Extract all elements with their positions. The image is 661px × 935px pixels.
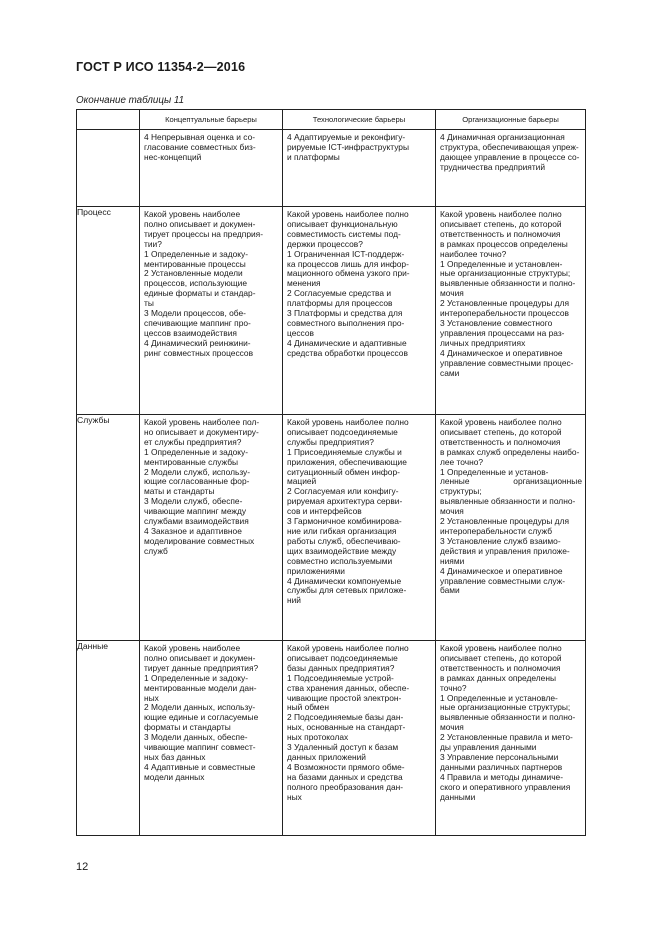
cell-text-line: интероперабельности служб [440, 525, 553, 536]
cell-text-line: на базами данных и средства [287, 771, 403, 782]
table-cell-technological [283, 130, 436, 207]
table-row [77, 415, 586, 641]
table-cell-conceptual [140, 641, 283, 836]
cell-text-line: в рамках данных определены [440, 672, 556, 683]
row-label: Процесс [77, 207, 111, 217]
cell-text-line: ющие согласованные фор- [144, 476, 250, 487]
cell-text-line: ет службы предприятия? [144, 436, 242, 447]
cell-text-line: 3 Платформы и средства для [287, 308, 403, 319]
cell-text-line: приложения, обеспечивающие [287, 456, 407, 467]
cell-text-line: Какой уровень наиболее [144, 209, 241, 219]
cell-text-line: служб [144, 545, 168, 556]
cell-text-line: полного преобразования дан- [287, 781, 404, 792]
cell-text-line: 2 Модели данных, использу- [144, 702, 256, 713]
cell-text-line: личных предприятиях [440, 337, 526, 348]
cell-text-line: 2 Установленные правила и мето- [440, 732, 573, 743]
cell-text-line: приложениями [287, 565, 345, 576]
cell-text-line: 2 Подсоединяемые базы дан- [287, 712, 404, 723]
cell-text-line: Какой уровень наиболее полно [440, 417, 562, 427]
cell-text-line: Какой уровень наиболее полно [440, 643, 562, 653]
cell-text-line: 3 Модели данных, обеспе- [144, 732, 248, 743]
cell-text-line: 4 Адаптируемые и реконфигу- [287, 132, 406, 142]
cell-text-line: данных приложений [287, 751, 366, 762]
cell-text-line: ментированные процессы [144, 258, 246, 269]
cell-text-line: 2 Установленные процедуры для [440, 516, 569, 527]
cell-text-line: полно описывает и докумен- [144, 218, 256, 229]
cell-text-line: в рамках служб определены наибо- [440, 446, 580, 457]
cell-text-line: 4 Непрерывная оценка и со- [144, 132, 256, 142]
cell-text-line: ющие единые и согласуемые [144, 712, 259, 723]
table-row [77, 641, 586, 836]
cell-text-line: платформы для процессов [287, 298, 393, 309]
cell-text-line: 4 Динамическое и оперативное [440, 347, 563, 358]
cell-text-line: сов и интерфейсов [287, 506, 362, 517]
cell-text-line: службы для сетевых приложе- [287, 585, 407, 596]
cell-text-line: 2 Согласуемые средства и [287, 288, 392, 299]
table-cell-organizational [436, 641, 586, 836]
row-label-cell [77, 207, 140, 415]
table-cell-organizational [436, 130, 586, 207]
cell-text-line: 1 Присоединяемые службы и [287, 446, 402, 457]
table-cell-organizational [436, 415, 586, 641]
row-label-cell [77, 641, 140, 836]
cell-text-line: мочия [440, 288, 464, 299]
cell-text-line: интероперабельности процессов [440, 308, 569, 319]
cell-text-line: ответственность и полномочия [440, 228, 561, 239]
cell-text-line: чивающие маппинг между [144, 506, 247, 517]
cell-text-line: ринг совместных процессов [144, 347, 254, 358]
table-cell-conceptual [140, 130, 283, 207]
cell-text-line: ского и оперативного управления [440, 781, 571, 792]
table-cell-organizational [436, 207, 586, 415]
cell-text-line: ний [287, 595, 301, 606]
cell-text-line: службы предприятия? [287, 436, 374, 447]
cell-text-line: ные организационные структуры; [440, 268, 571, 279]
cell-text-line: описывает степень, до которой [440, 218, 562, 229]
cell-text-line: 3 Удаленный доступ к базам [287, 742, 399, 753]
cell-text-line: структура, обеспечивающая упреж- [440, 141, 579, 152]
cell-text-line: 4 Динамичная организационная [440, 132, 565, 142]
cell-text-line: нес-концепций [144, 151, 202, 162]
cell-text-line: ных, основанные на стандарт- [287, 722, 406, 733]
cell-text-line: ответственность и полномочия [440, 436, 561, 447]
cell-text-line: щих взаимодействие между [287, 545, 397, 556]
cell-text-line: менения [287, 278, 321, 289]
cell-text-line: 4 Возможности прямого обме- [287, 761, 405, 772]
cell-text-line: 1 Определенные и установлен- [440, 258, 563, 269]
header-cell-organizational: Организационные барьеры [436, 110, 586, 130]
cell-text-line: 4 Адаптивные и совместные [144, 761, 256, 772]
cell-text-line: спечивающие маппинг про- [144, 317, 251, 328]
cell-text-line: рируемые ICT-инфраструктуры [287, 141, 409, 152]
cell-text-line: описывает подсоединяемые [287, 652, 398, 663]
cell-text-line: Какой уровень наиболее полно [287, 417, 409, 427]
document-header: ГОСТ Р ИСО 11354-2—2016 [76, 60, 246, 74]
cell-text-line: но описывает и документиру- [144, 426, 259, 437]
cell-text-line: службами взаимодействия [144, 516, 249, 527]
cell-text-line: лее точно? [440, 456, 484, 467]
cell-text-line: сами [440, 367, 460, 378]
table-cell-conceptual [140, 415, 283, 641]
row-label-cell [77, 130, 140, 207]
cell-text-line: Какой уровень наиболее пол- [144, 417, 260, 427]
header-cell-technological: Технологические барьеры [283, 110, 436, 130]
cell-text-line: ных [287, 791, 302, 802]
cell-text-line: цессов [287, 327, 314, 338]
cell-text-line: 1 Определенные и задоку- [144, 248, 249, 259]
cell-text-line: рируемая архитектура серви- [287, 496, 403, 507]
cell-text-line: точно? [440, 682, 467, 693]
cell-text-line: 1 Определенные и установле- [440, 692, 558, 703]
cell-text-line: ниями [440, 555, 465, 566]
page-number: 12 [76, 861, 89, 873]
cell-text-line: трудничества предприятий [440, 161, 546, 172]
table-cell-technological [283, 415, 436, 641]
cell-text-line: 3 Модели служб, обеспе- [144, 496, 243, 507]
table-row [77, 207, 586, 415]
cell-text-line: бами [440, 585, 460, 596]
cell-text-line: мочия [440, 722, 464, 733]
cell-text-line: тирует данные предприятия? [144, 662, 259, 673]
cell-text-line: совместно используемыми [287, 555, 393, 566]
cell-text-line: 2 Модели служб, использу- [144, 466, 251, 477]
cell-text-line: наиболее точно? [440, 248, 507, 259]
cell-text-line: 3 Гармоничное комбинирова- [287, 516, 402, 527]
table-cell-technological [283, 207, 436, 415]
cell-text-line: модели данных [144, 771, 205, 782]
cell-text-line: ментированные службы [144, 456, 239, 467]
table-cell-technological [283, 641, 436, 836]
cell-text-line: совместного выполнения про- [287, 317, 405, 328]
cell-text-line: чивающие простой электрон- [287, 692, 402, 703]
cell-text-line: данными различных партнеров [440, 761, 563, 772]
cell-text-line: мочия [440, 506, 464, 517]
cell-text-line: 4 Правила и методы динамиче- [440, 771, 564, 782]
cell-text-line: маты и стандарты [144, 486, 215, 497]
cell-text-line: 4 Заказное и адаптивное [144, 525, 242, 536]
cell-text-line: ные организационные структуры; [440, 702, 571, 713]
cell-text-line: ты [144, 298, 154, 309]
cell-text-line: ситуационный обмен инфор- [287, 466, 400, 477]
cell-text-line: 1 Подсоединяемые устрой- [287, 672, 394, 683]
row-label: Службы [77, 415, 110, 425]
cell-text-line: описывает степень, до которой [440, 652, 562, 663]
cell-text-line: 2 Установленные модели [144, 268, 243, 279]
cell-text-line: Какой уровень наиболее полно [287, 209, 409, 219]
cell-text-line: ответственность и полномочия [440, 662, 561, 673]
cell-text-line: ных протоколах [287, 732, 349, 743]
cell-text-line: 2 Согласуемая или конфигу- [287, 486, 399, 497]
cell-text-line: 4 Динамические и адаптивные [287, 337, 407, 348]
cell-text-line: 4 Динамический реинжини- [144, 337, 251, 348]
cell-text-line: 3 Модели процессов, обе- [144, 308, 246, 319]
cell-text-line: действия и управления приложе- [440, 545, 570, 556]
cell-text-line: ды управления данными [440, 742, 537, 753]
cell-text-line: ный обмен [287, 702, 329, 713]
cell-text-line: полно описывает и докумен- [144, 652, 256, 663]
cell-text-line: цессов взаимодействия [144, 327, 237, 338]
cell-text-line: чивающие маппинг совмест- [144, 742, 256, 753]
cell-text-line: тирует процессы на предприя- [144, 228, 264, 239]
cell-text-line: моделирование совместных [144, 535, 255, 546]
cell-text-line: мацией [287, 476, 317, 487]
cell-text-line: 1 Определенные и задоку- [144, 446, 249, 457]
cell-text-line: 1 Ограниченная ICT-поддерж- [287, 248, 405, 259]
cell-text-line: описывает подсоединяемые [287, 426, 398, 437]
table-cell-conceptual [140, 207, 283, 415]
cell-text-line: описывает функциональную [287, 218, 398, 229]
table-caption: Окончание таблицы 11 [76, 95, 185, 106]
cell-text-line: выявленные обязанности и полно- [440, 712, 576, 723]
cell-text-line: управление совместными служ- [440, 575, 566, 586]
cell-text-line: Какой уровень наиболее полно [440, 209, 562, 219]
cell-text-line: Какой уровень наиболее [144, 643, 241, 653]
barriers-table [76, 109, 586, 836]
cell-text-line: ных [144, 692, 159, 703]
cell-text-line: 4 Динамическое и оперативное [440, 565, 563, 576]
cell-text-line: ка процессов лишь для инфор- [287, 258, 409, 269]
cell-text-line: 1 Определенные и задоку- [144, 672, 249, 683]
cell-text-line: 1 Определенные и установ- [440, 466, 549, 477]
cell-text-line: единые форматы и стандар- [144, 288, 256, 299]
cell-text-line: ментированные модели дан- [144, 682, 257, 693]
cell-text-line: и платформы [287, 151, 340, 162]
cell-text-line: ных баз данных [144, 751, 206, 762]
header-cell-empty [77, 110, 140, 130]
cell-text-line: 4 Динамически компонуемые [287, 575, 402, 586]
table-header-row [77, 110, 586, 130]
cell-text-line: данными [440, 791, 476, 802]
cell-text-line: Какой уровень наиболее полно [287, 643, 409, 653]
cell-text-line: 3 Установление служб взаимо- [440, 535, 561, 546]
cell-text-line: ленные организационные структуры; [440, 476, 582, 497]
row-label: Данные [77, 641, 109, 651]
cell-text-line: выявленные обязанности и полно- [440, 278, 576, 289]
header-cell-conceptual: Концептуальные барьеры [140, 110, 283, 130]
cell-text-line: дающее управление в процессе со- [440, 151, 580, 162]
row-label-cell [77, 415, 140, 641]
cell-text-line: базы данных предприятия? [287, 662, 395, 673]
cell-text-line: 3 Управление персональными [440, 751, 559, 762]
cell-text-line: совместимость системы под- [287, 228, 401, 239]
cell-text-line: средства обработки процессов [287, 347, 408, 358]
table-row [77, 130, 586, 207]
cell-text-line: управления процессами на раз- [440, 327, 565, 338]
cell-text-line: мационного обмена узкого при- [287, 268, 410, 279]
cell-text-line: процессов, использующие [144, 278, 248, 289]
cell-text-line: управление совместными процес- [440, 357, 574, 368]
cell-text-line: работы служб, обеспечиваю- [287, 535, 401, 546]
cell-text-line: тии? [144, 238, 162, 249]
cell-text-line: форматы и стандарты [144, 722, 231, 733]
cell-text-line: описывает степень, до которой [440, 426, 562, 437]
cell-text-line: в рамках процессов определены [440, 238, 568, 249]
cell-text-line: держки процессов? [287, 238, 363, 249]
cell-text-line: 3 Установление совместного [440, 317, 553, 328]
cell-text-line: гласование совместных биз- [144, 141, 256, 152]
cell-text-line: ние или гибкая организация [287, 525, 397, 536]
cell-text-line: ства хранения данных, обеспе- [287, 682, 410, 693]
cell-text-line: выявленные обязанности и полно- [440, 496, 576, 507]
cell-text-line: 2 Установленные процедуры для [440, 298, 569, 309]
